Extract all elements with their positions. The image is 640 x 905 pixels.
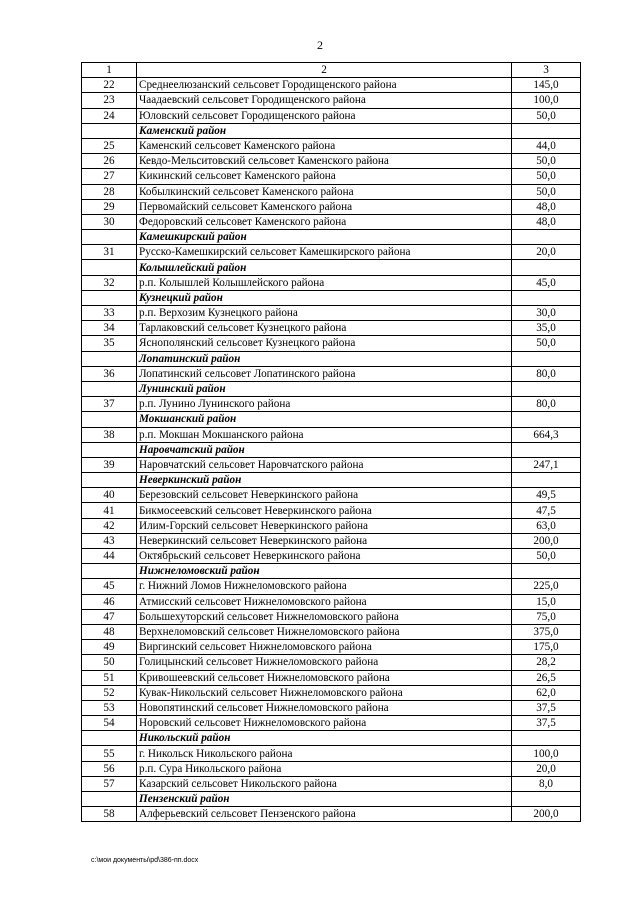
table-body [82,78,581,822]
row-number: 47 [82,609,137,624]
table-row [82,761,581,776]
settlement-name: Русско-Камешкирский сельсовет Камешкирского района [137,245,512,260]
amount-cell: 35,0 [512,321,581,336]
row-number: 33 [82,306,137,321]
table-row [82,670,581,685]
amount-cell: 80,0 [512,366,581,381]
district-heading-row [82,290,581,305]
table-row [82,184,581,199]
district-name: Каменский район [137,123,512,138]
table-row [82,655,581,670]
amount-cell: 48,0 [512,214,581,229]
table-row [82,275,581,290]
district-heading-row [82,564,581,579]
table-row [82,427,581,442]
district-name: Кузнецкий район [137,290,512,305]
table-row [82,579,581,594]
settlement-name: Тарлаковский сельсовет Кузнецкого района [137,321,512,336]
row-number: 42 [82,518,137,533]
row-number [82,260,137,275]
row-number: 54 [82,716,137,731]
table-row [82,457,581,472]
row-number: 34 [82,321,137,336]
amount-cell [512,473,581,488]
table-row [82,609,581,624]
table-row [82,746,581,761]
row-number: 28 [82,184,137,199]
amount-cell: 62,0 [512,685,581,700]
settlement-name: Норовский сельсовет Нижнеломовского района [137,716,512,731]
table-row [82,245,581,260]
table-row [82,807,581,822]
row-number: 37 [82,397,137,412]
district-name: Лопатинский район [137,351,512,366]
header-col-3: 3 [512,63,581,78]
district-heading-row [82,731,581,746]
amount-cell: 37,5 [512,700,581,715]
district-name: Лунинский район [137,381,512,396]
settlement-name: Кувак-Никольский сельсовет Нижнеломовского района [137,685,512,700]
settlement-name: Березовский сельсовет Неверкинского района [137,488,512,503]
amount-cell: 75,0 [512,609,581,624]
table-row [82,397,581,412]
amount-cell: 50,0 [512,169,581,184]
settlement-name: Бикмосеевский сельсовет Неверкинского района [137,503,512,518]
settlement-name: Кобылкинский сельсовет Каменского района [137,184,512,199]
settlement-name: Яснополянский сельсовет Кузнецкого района [137,336,512,351]
settlement-name: Кикинский сельсовет Каменского района [137,169,512,184]
district-heading-row [82,381,581,396]
table-row [82,336,581,351]
amount-cell [512,351,581,366]
row-number: 41 [82,503,137,518]
table-row [82,533,581,548]
row-number: 56 [82,761,137,776]
row-number: 55 [82,746,137,761]
district-name: Никольский район [137,731,512,746]
settlement-name: г. Нижний Ломов Нижнеломовского района [137,579,512,594]
table-row [82,624,581,639]
settlement-name: Казарский сельсовет Никольского района [137,776,512,791]
table-row [82,214,581,229]
row-number: 22 [82,78,137,93]
table-row [82,503,581,518]
table-row [82,685,581,700]
row-number [82,123,137,138]
settlement-name: Алферьевский сельсовет Пензенского района [137,807,512,822]
row-number: 39 [82,457,137,472]
row-number [82,381,137,396]
amount-cell [512,290,581,305]
amount-cell: 225,0 [512,579,581,594]
row-number: 24 [82,108,137,123]
settlement-name: Юловский сельсовет Городищенского района [137,108,512,123]
row-number: 45 [82,579,137,594]
amount-cell: 50,0 [512,184,581,199]
row-number: 23 [82,93,137,108]
row-number: 48 [82,624,137,639]
amount-cell: 664,3 [512,427,581,442]
amount-cell: 200,0 [512,533,581,548]
row-number [82,290,137,305]
table-row [82,518,581,533]
amount-cell: 28,2 [512,655,581,670]
row-number: 30 [82,214,137,229]
settlement-name: р.п. Верхозим Кузнецкого района [137,306,512,321]
settlement-name: р.п. Колышлей Колышлейского района [137,275,512,290]
amount-cell: 30,0 [512,306,581,321]
table-row [82,108,581,123]
amount-cell: 145,0 [512,78,581,93]
district-heading-row [82,792,581,807]
settlement-name: Федоровский сельсовет Каменского района [137,214,512,229]
settlement-name: Чаадаевский сельсовет Городищенского района [137,93,512,108]
settlement-name: Неверкинский сельсовет Неверкинского района [137,533,512,548]
row-number: 50 [82,655,137,670]
row-number: 53 [82,700,137,715]
district-name: Нижнеломовский район [137,564,512,579]
allocation-table [81,62,581,822]
row-number: 43 [82,533,137,548]
table-row [82,366,581,381]
row-number: 31 [82,245,137,260]
amount-cell: 49,5 [512,488,581,503]
amount-cell: 50,0 [512,154,581,169]
amount-cell: 80,0 [512,397,581,412]
settlement-name: Атмисский сельсовет Нижнеломовского района [137,594,512,609]
amount-cell: 8,0 [512,776,581,791]
amount-cell [512,412,581,427]
table-row [82,488,581,503]
amount-cell: 48,0 [512,199,581,214]
amount-cell: 20,0 [512,245,581,260]
row-number [82,351,137,366]
row-number [82,442,137,457]
row-number: 25 [82,138,137,153]
amount-cell: 20,0 [512,761,581,776]
row-number: 36 [82,366,137,381]
settlement-name: Кевдо-Мельситовский сельсовет Каменского района [137,154,512,169]
settlement-name: Первомайский сельсовет Каменского района [137,199,512,214]
table-row [82,78,581,93]
row-number [82,731,137,746]
settlement-name: г. Никольск Никольского района [137,746,512,761]
row-number [82,412,137,427]
settlement-name: Октябрьский сельсовет Неверкинского района [137,549,512,564]
amount-cell [512,442,581,457]
table-row [82,199,581,214]
district-name: Камешкирский район [137,230,512,245]
settlement-name: р.п. Сура Никольского района [137,761,512,776]
district-heading-row [82,442,581,457]
amount-cell: 26,5 [512,670,581,685]
amount-cell [512,792,581,807]
table-row [82,93,581,108]
amount-cell: 200,0 [512,807,581,822]
settlement-name: Лопатинский сельсовет Лопатинского района [137,366,512,381]
row-number: 46 [82,594,137,609]
amount-cell [512,564,581,579]
amount-cell: 100,0 [512,746,581,761]
row-number: 52 [82,685,137,700]
amount-cell: 47,5 [512,503,581,518]
district-heading-row [82,230,581,245]
row-number: 38 [82,427,137,442]
page-number: 2 [317,38,323,52]
district-heading-row [82,473,581,488]
settlement-name: Илим-Горский сельсовет Неверкинского района [137,518,512,533]
header-col-1: 1 [82,63,137,78]
table-header-row [82,63,581,78]
district-name: Мокшанский район [137,412,512,427]
row-number: 40 [82,488,137,503]
table-row [82,154,581,169]
district-heading-row [82,123,581,138]
table-row [82,640,581,655]
row-number [82,792,137,807]
table-row [82,306,581,321]
table-row [82,594,581,609]
row-number [82,230,137,245]
row-number: 58 [82,807,137,822]
row-number: 49 [82,640,137,655]
settlement-name: Большехуторский сельсовет Нижнеломовского района [137,609,512,624]
settlement-name: Виргинский сельсовет Нижнеломовского района [137,640,512,655]
district-heading-row [82,351,581,366]
amount-cell [512,123,581,138]
amount-cell: 100,0 [512,93,581,108]
settlement-name: р.п. Лунино Лунинского района [137,397,512,412]
row-number: 35 [82,336,137,351]
table-row [82,169,581,184]
row-number: 51 [82,670,137,685]
district-heading-row [82,412,581,427]
amount-cell [512,260,581,275]
amount-cell [512,381,581,396]
row-number: 44 [82,549,137,564]
table-row [82,549,581,564]
row-number [82,564,137,579]
row-number: 57 [82,776,137,791]
amount-cell: 175,0 [512,640,581,655]
amount-cell: 50,0 [512,336,581,351]
row-number [82,473,137,488]
row-number: 27 [82,169,137,184]
amount-cell [512,731,581,746]
district-name: Пензенский район [137,792,512,807]
district-name: Колышлейский район [137,260,512,275]
amount-cell: 15,0 [512,594,581,609]
row-number: 29 [82,199,137,214]
settlement-name: р.п. Мокшан Мокшанского района [137,427,512,442]
row-number: 32 [82,275,137,290]
header-col-2: 2 [137,63,512,78]
amount-cell: 375,0 [512,624,581,639]
settlement-name: Среднеелюзанский сельсовет Городищенского района [137,78,512,93]
settlement-name: Голицынский сельсовет Нижнеломовского района [137,655,512,670]
district-name: Неверкинский район [137,473,512,488]
settlement-name: Верхнеломовский сельсовет Нижнеломовского района [137,624,512,639]
amount-cell: 45,0 [512,275,581,290]
district-heading-row [82,260,581,275]
table-row [82,700,581,715]
table-row [82,716,581,731]
amount-cell: 50,0 [512,108,581,123]
amount-cell: 63,0 [512,518,581,533]
table-row [82,321,581,336]
footer-file-path: c:\мои документы\pd\386-пп.docx [91,857,199,864]
table-row [82,138,581,153]
amount-cell: 247,1 [512,457,581,472]
amount-cell [512,230,581,245]
settlement-name: Новопятинский сельсовет Нижнеломовского района [137,700,512,715]
settlement-name: Наровчатский сельсовет Наровчатского района [137,457,512,472]
row-number: 26 [82,154,137,169]
table-row [82,776,581,791]
amount-cell: 44,0 [512,138,581,153]
amount-cell: 50,0 [512,549,581,564]
settlement-name: Каменский сельсовет Каменского района [137,138,512,153]
amount-cell: 37,5 [512,716,581,731]
settlement-name: Кривошеевский сельсовет Нижнеломовского района [137,670,512,685]
district-name: Наровчатский район [137,442,512,457]
